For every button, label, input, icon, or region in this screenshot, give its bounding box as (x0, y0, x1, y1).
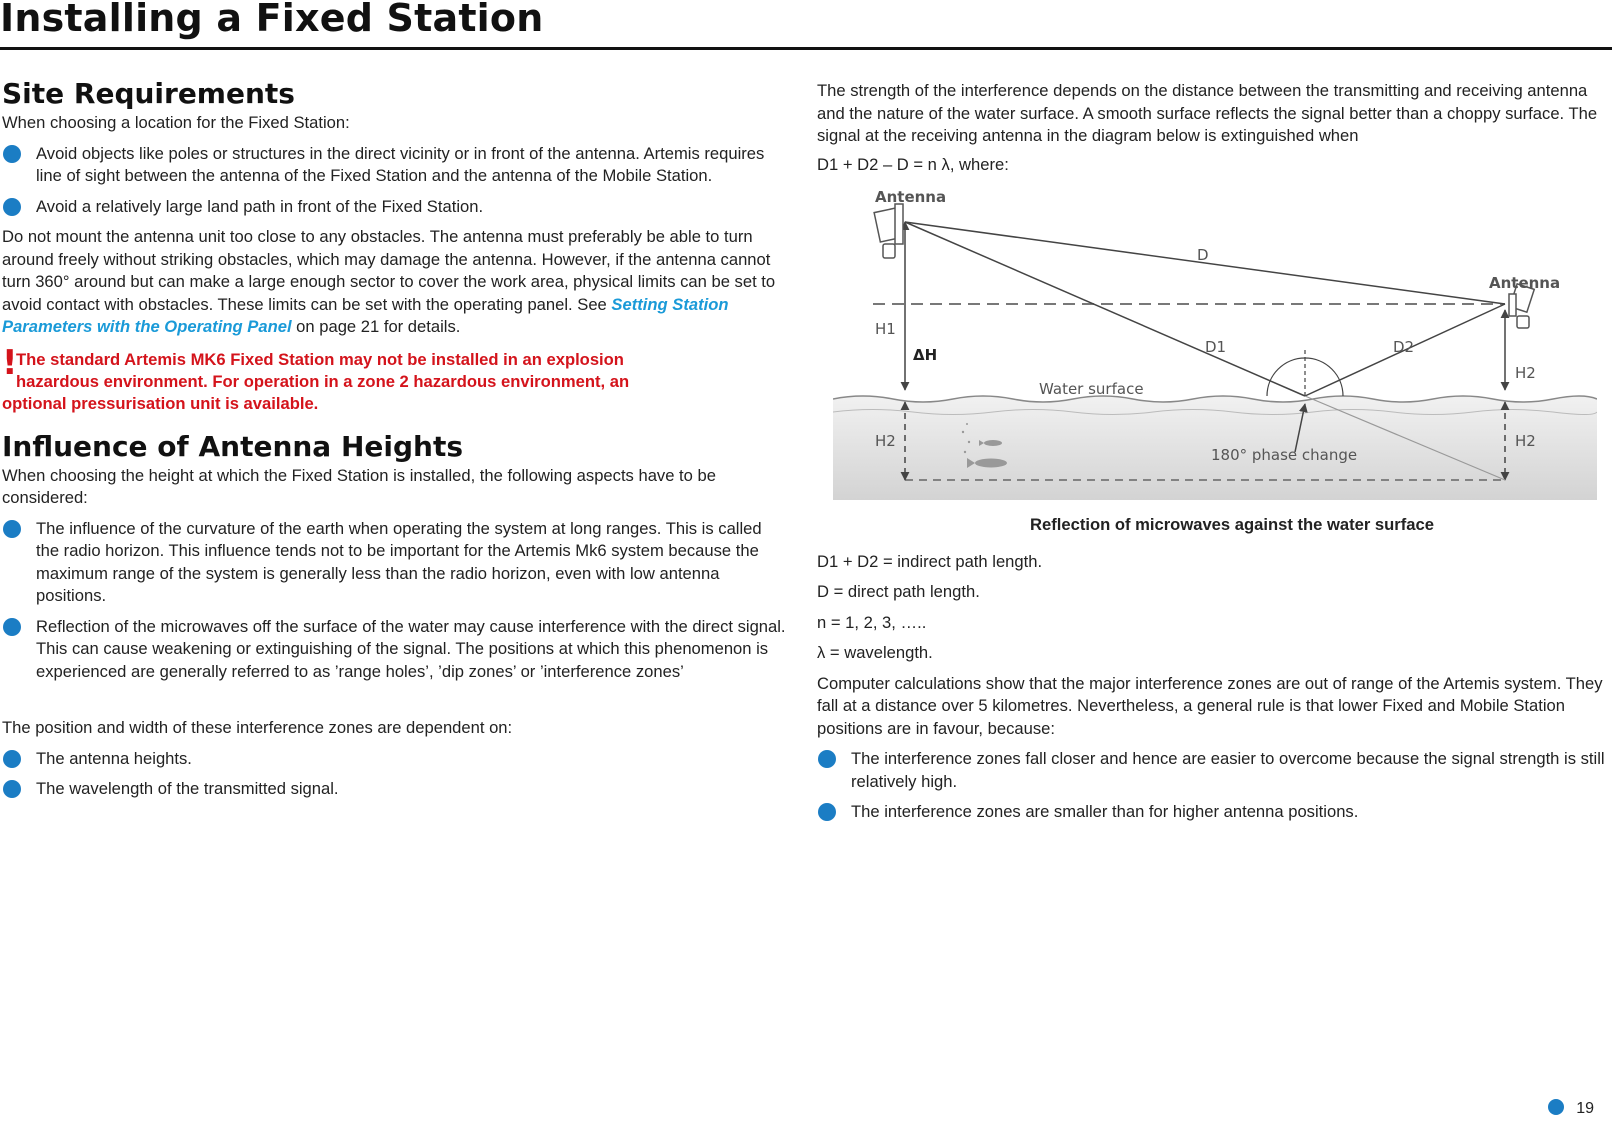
list-item: Avoid a relatively large land path in front of the Fixed Station. (2, 196, 788, 219)
water-surface-label: Water surface (1039, 380, 1144, 398)
bullet-icon (3, 145, 21, 163)
site-requirements-heading: Site Requirements (2, 77, 295, 110)
delta-h-label: ΔH (913, 346, 938, 364)
h2-left-label: H2 (875, 432, 896, 450)
warning-note: ! The standard Artemis MK6 Fixed Station may not be installed in an explosion hazardous environment. For operation in a zone 2 hazardous environment, an optional pressurisation unit is available. (2, 342, 630, 413)
list-item: The wavelength of the transmitted signal. (2, 778, 788, 801)
definition-lambda: λ = wavelength. (817, 643, 933, 662)
site-intro: When choosing a location for the Fixed Station: (2, 113, 350, 132)
phase-change-label: 180° phase change (1211, 446, 1358, 464)
title-rule (0, 47, 1612, 50)
bullet-icon (818, 803, 836, 821)
site-bullet-list (2, 143, 788, 219)
influence-bullet-list (2, 518, 788, 684)
page-number: 19 (1576, 1100, 1594, 1117)
d2-label: D2 (1393, 338, 1415, 356)
left-column (2, 76, 788, 809)
favour-bullet-list (817, 748, 1607, 824)
page-title: Installing a Fixed Station (0, 0, 544, 40)
antenna-left-icon (874, 204, 903, 258)
definition-n: n = 1, 2, 3, ….. (817, 612, 927, 632)
h2-right-top-label: H2 (1515, 364, 1536, 382)
list-item: The interference zones fall closer and hence are easier to overcome because the signal strength is still relatively high. (817, 748, 1607, 793)
page-dot-icon (1548, 1099, 1564, 1115)
diagram-caption: Reflection of microwaves against the water surface (1030, 515, 1434, 534)
warning-icon: ! (2, 342, 18, 383)
h1-label: H1 (875, 320, 896, 338)
reflection-diagram (833, 190, 1597, 510)
list-item: The antenna heights. (2, 748, 788, 771)
interference-formula: D1 + D2 – D = n λ, where: (817, 154, 1009, 174)
list-item: The interference zones are smaller than for higher antenna positions. (817, 801, 1607, 824)
antenna-left-label: Antenna (875, 190, 947, 206)
bullet-icon (3, 750, 21, 768)
bullet-icon (3, 198, 21, 216)
influence-intro: When choosing the height at which the Fixed Station is installed, the following aspects have to be considered: (2, 465, 716, 507)
bullet-icon (3, 780, 21, 798)
definition-indirect: D1 + D2 = indirect path length. (817, 551, 1043, 571)
d1-label: D1 (1205, 338, 1227, 356)
definition-direct: D = direct path length. (817, 582, 980, 601)
computer-calculations-paragraph: Computer calculations show that the major interference zones are out of range of the Artemis system. They fall at a distance over 5 kilometres. Nevertheless, a general rule is that lower Fixed and Mobile Station positions are in favour, because: (817, 673, 1603, 738)
reflection-diagram-svg (833, 190, 1597, 510)
right-column (817, 80, 1607, 832)
bullet-icon (818, 750, 836, 768)
bullet-icon (3, 520, 21, 538)
influence-heading: Influence of Antenna Heights (2, 429, 464, 463)
list-item: The influence of the curvature of the earth when operating the system at long ranges. This is called the radio horizon. This influence tends not to be important for the Artemis Mk6 system because the maximum range of the system is generally less than the radio horizon, even with low antenna positions. (2, 518, 788, 608)
list-item: Avoid objects like poles or structures in the direct vicinity or in front of the antenna. Artemis requires line of sight between the antenna of the Fixed Station and the antenna of the Mobile Station. (2, 143, 788, 188)
h2-right-bottom-label: H2 (1515, 432, 1536, 450)
dependent-bullet-list (2, 748, 788, 801)
antenna-right-label: Antenna (1489, 274, 1561, 292)
bullet-icon (3, 618, 21, 636)
mounting-paragraph: Do not mount the antenna unit too close to any obstacles. The antenna must preferably be able to turn around freely without striking obstacles, which may damage the antenna. However, if the antenna cannot turn 360° around but can make a large enough sector to cover the work area, physical limits can be set to avoid contact with obstacles. These limits can be set with the operating panel. See Setting Station Parameters with the Operating Panel on page 21 for details. (2, 227, 776, 336)
dependent-intro: The position and width of these interference zones are dependent on: (2, 718, 513, 737)
d-label: D (1197, 246, 1209, 264)
indirect-path-d1 (905, 222, 1305, 396)
list-item: Reflection of the microwaves off the surface of the water may cause interference with the direct signal. This can cause weakening or extinguishing of the signal. The positions at which this phenomenon is experienced are generally referred to as ’range holes’, ’dip zones’ or ’interference zones’ (2, 616, 788, 684)
interference-paragraph: The strength of the interference depends on the distance between the transmitting and receiving antenna and the nature of the water surface. A smooth surface reflects the signal better than a choppy surface. The signal at the receiving antenna in the diagram below is extinguished when (817, 81, 1598, 145)
setting-station-parameters-link[interactable]: Setting Station Parameters with the Operating Panel (2, 294, 729, 336)
